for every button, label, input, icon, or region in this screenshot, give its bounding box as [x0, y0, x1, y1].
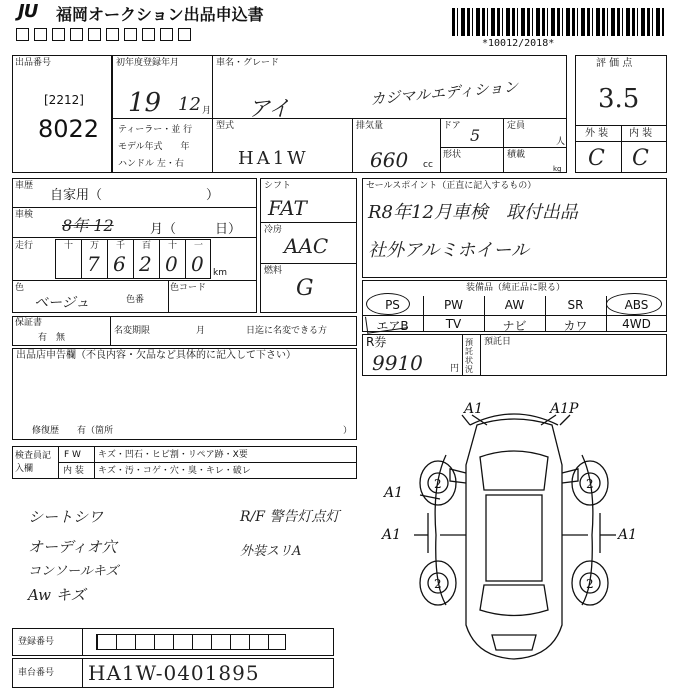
- score-value: 3.5: [598, 84, 640, 114]
- equipment-item: PS: [385, 298, 400, 312]
- model-label: 型式: [216, 121, 235, 131]
- reg-month-unit: 月: [202, 106, 212, 116]
- reg-month: 12: [178, 94, 201, 115]
- equipment-item: 4WD: [622, 317, 651, 331]
- score-ext: C: [588, 146, 605, 171]
- color-label: 色: [15, 283, 25, 293]
- equipment-label: 装備品（純正品に限る）: [466, 283, 566, 293]
- chassis-value: HA1W-0401895: [88, 661, 260, 685]
- shift-label: シフト: [264, 181, 292, 191]
- mileage-unit-label: 万: [90, 241, 100, 251]
- inspector-fw-items: キズ・凹石・ヒビ割・リペア跡・X要: [98, 450, 248, 460]
- barcode: [452, 8, 664, 36]
- warranty-label: 保証書: [15, 318, 43, 328]
- warranty-month: 月: [196, 326, 206, 336]
- inspection-label: 車検: [15, 210, 34, 220]
- lot-box: [12, 55, 112, 173]
- load-label: 積載: [507, 150, 526, 160]
- note-warning: R/F 警告灯点灯: [240, 509, 340, 525]
- mileage-unit: km: [213, 268, 227, 278]
- recycle-label: R券: [366, 335, 387, 349]
- registration-grid: [96, 634, 286, 650]
- dealer-row2: モデル年式 年: [118, 142, 190, 152]
- mileage-digit: 6: [113, 252, 126, 276]
- equipment-item: ABS: [624, 298, 649, 312]
- mark-left-front: A1: [384, 485, 404, 501]
- mark-left-side: A1: [382, 527, 402, 543]
- warranty-change-label: 名変期限: [114, 326, 151, 336]
- sales-line1: R8年12月車検 取付出品: [368, 202, 578, 223]
- capacity-label: 定員: [507, 121, 526, 131]
- sales-line2: 社外アルミホイール: [368, 240, 529, 261]
- displacement-unit: cc: [423, 160, 433, 170]
- ac-label: 冷房: [264, 225, 283, 235]
- car-name: アイ: [248, 97, 291, 122]
- mark-front-right: A1P: [550, 401, 579, 417]
- score-ext-label: 外 装: [585, 128, 609, 139]
- mileage-digit: 0: [165, 252, 178, 276]
- sales-box: [362, 178, 667, 278]
- color-no-label: 色番: [126, 295, 145, 305]
- mark-front-left: A1: [464, 401, 484, 417]
- mileage-digit: 7: [87, 252, 100, 276]
- inspection-month: 月（ 日）: [150, 222, 242, 237]
- score-int: C: [632, 146, 649, 171]
- equipment-item: エアB: [376, 319, 409, 333]
- abs-circle-mark: [606, 293, 662, 315]
- sales-label: セールスポイント（正直に記入するもの）: [366, 181, 537, 191]
- mileage-unit-label: 一: [194, 241, 204, 251]
- inspector-label: 検査員記入欄: [15, 451, 52, 474]
- dealer-row1: ティーラー・並 行: [118, 125, 193, 135]
- inspection-struck: 8年 12: [62, 216, 114, 235]
- equipment-item: カワ: [563, 319, 588, 333]
- inspector-int-items: キズ・汚・コゲ・穴・臭・キレ・破レ: [98, 466, 251, 476]
- recycle-unit: 円: [450, 364, 460, 374]
- car-diagram: [362, 395, 667, 670]
- inspector-int: 内 装: [63, 466, 84, 476]
- mileage-digit: 0: [191, 252, 204, 276]
- inspector-fw: F W: [64, 450, 81, 460]
- recycle-value: 9910: [372, 351, 423, 375]
- usage-value: 自家用（ ）: [50, 188, 220, 203]
- equipment-item: TV: [445, 317, 462, 331]
- warranty-note: 日迄に名変できる方: [246, 326, 328, 336]
- warranty-options: 有 無: [38, 333, 66, 343]
- shift-value: FAT: [268, 196, 307, 220]
- model-value: HA1W: [238, 148, 309, 169]
- registration-label: 登録番号: [18, 637, 55, 647]
- mileage-unit-label: 十: [168, 241, 178, 251]
- reg-year: 19: [128, 88, 162, 118]
- mark-wheel-fl: 2: [434, 477, 442, 491]
- mark-wheel-rl: 2: [434, 577, 442, 591]
- equipment-item: SR: [567, 298, 584, 312]
- displacement-label: 排気量: [356, 121, 384, 131]
- repair-close: ）: [343, 426, 353, 436]
- remarks-label: 出品店申告欄（不良内容・欠品など具体的に記入して下さい）: [16, 350, 296, 361]
- color-code-label: 色コード: [170, 283, 207, 293]
- capacity-unit: 人: [556, 137, 566, 147]
- lot-bracket-no: [2212]: [44, 93, 84, 107]
- doors-label: ドア: [443, 121, 461, 131]
- load-unit: kg: [553, 165, 562, 173]
- equipment-item: ナビ: [502, 319, 527, 333]
- lot-label: 出品番号: [15, 58, 52, 68]
- recycle-deposit: 預託状況: [465, 338, 473, 374]
- mark-wheel-fr: 2: [586, 477, 594, 491]
- displacement-value: 660: [370, 148, 409, 172]
- note-audio: オーディオ穴: [28, 538, 117, 556]
- mileage-unit-label: 千: [116, 241, 126, 251]
- auction-logo: JU: [18, 1, 38, 22]
- dealer-row3: ハンドル 左・右: [118, 159, 184, 169]
- score-int-label: 内 装: [629, 128, 653, 139]
- mileage-unit-label: 十: [64, 241, 74, 251]
- shape-label: 形状: [443, 150, 462, 160]
- chassis-label: 車台番号: [18, 668, 55, 678]
- mark-right-side: A1: [618, 527, 638, 543]
- usage-label: 車歴: [15, 181, 34, 191]
- note-seat: シートシワ: [28, 508, 104, 526]
- note-exterior: 外装スリA: [240, 544, 302, 559]
- ac-value: AAC: [284, 234, 329, 258]
- mileage-unit-label: 百: [142, 241, 152, 251]
- doors-value: 5: [470, 126, 481, 145]
- equipment-item: PW: [443, 298, 464, 312]
- note-console: コンソールキズ: [28, 564, 119, 579]
- car-label: 車名・グレード: [216, 58, 280, 68]
- recycle-date-label: 預託日: [484, 337, 512, 347]
- mark-wheel-rr: 2: [586, 577, 594, 591]
- mileage-label: 走行: [15, 241, 34, 251]
- fuel-label: 燃料: [264, 266, 283, 276]
- barcode-text: *10012/2018*: [482, 38, 555, 49]
- equipment-item: AW: [504, 298, 525, 312]
- reg-label: 初年度登録年月: [116, 58, 180, 68]
- color-value: ベージュ: [34, 295, 90, 311]
- mileage-digit: 2: [139, 252, 152, 276]
- form-title: 福岡オークション出品申込書: [56, 5, 264, 24]
- note-aw: Aw キズ: [28, 586, 86, 604]
- car-grade: カジマルエディション: [369, 77, 520, 109]
- lot-number: 8022: [38, 115, 100, 143]
- score-label: 評 価 点: [596, 58, 633, 69]
- repair-history: 修復歴 有（箇所: [32, 426, 114, 436]
- fuel-value: G: [296, 276, 314, 301]
